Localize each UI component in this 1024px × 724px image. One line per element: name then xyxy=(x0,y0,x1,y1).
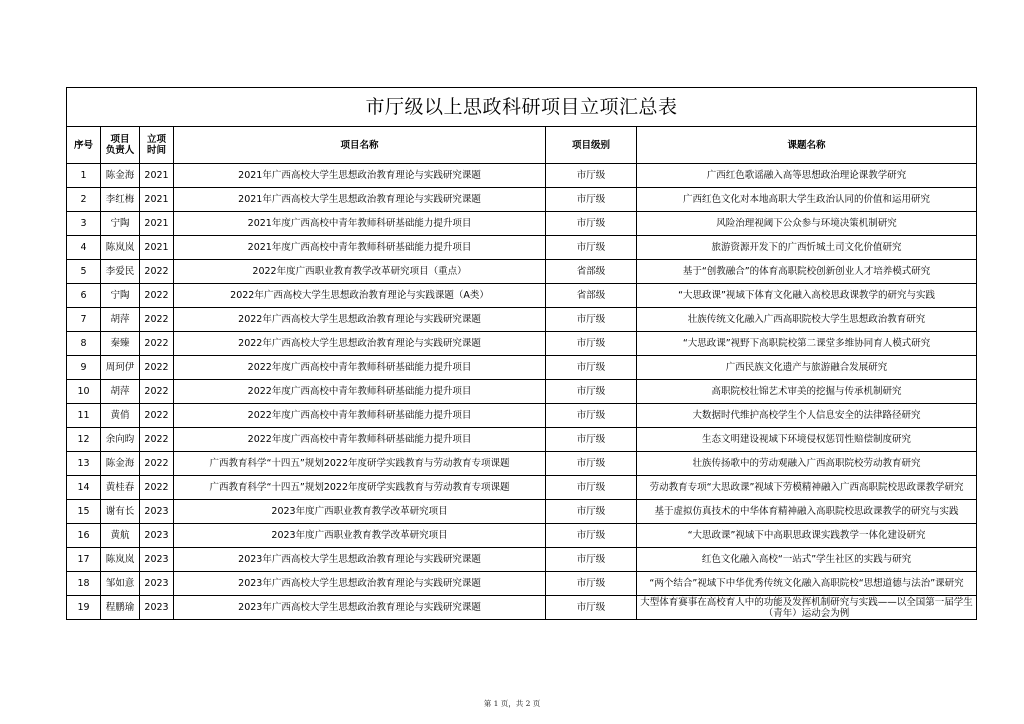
cell-index: 13 xyxy=(67,452,101,476)
cell-project-level: 市厅级 xyxy=(546,356,637,380)
cell-leader: 邹如意 xyxy=(101,572,140,596)
cell-leader: 谢有长 xyxy=(101,500,140,524)
table-row xyxy=(67,236,977,260)
cell-leader: 陈金海 xyxy=(101,164,140,188)
cell-leader: 宁陶 xyxy=(101,284,140,308)
table-title: 市厅级以上思政科研项目立项汇总表 xyxy=(67,88,977,127)
cell-project-name: 广西教育科学“十四五”规划2022年度研学实践教育与劳动教育专项课题 xyxy=(174,452,546,476)
cell-year: 2022 xyxy=(140,260,174,284)
header-index: 序号 xyxy=(67,127,101,164)
header-leader: 项目 负责人 xyxy=(101,127,140,164)
cell-year: 2023 xyxy=(140,548,174,572)
cell-project-level: 市厅级 xyxy=(546,188,637,212)
header-topic-name: 课题名称 xyxy=(637,127,977,164)
cell-topic-name: 大数据时代维护高校学生个人信息安全的法律路径研究 xyxy=(637,404,977,428)
table-row xyxy=(67,572,977,596)
cell-year: 2023 xyxy=(140,524,174,548)
cell-leader: 周珂伊 xyxy=(101,356,140,380)
cell-year: 2023 xyxy=(140,572,174,596)
cell-index: 18 xyxy=(67,572,101,596)
cell-project-level: 市厅级 xyxy=(546,308,637,332)
cell-project-level: 市厅级 xyxy=(546,524,637,548)
cell-project-level: 市厅级 xyxy=(546,548,637,572)
cell-project-level: 市厅级 xyxy=(546,332,637,356)
cell-year: 2022 xyxy=(140,428,174,452)
cell-topic-name: 劳动教育专项“大思政课”视域下劳模精神融入广西高职院校思政课教学研究 xyxy=(637,476,977,500)
cell-topic-name: 大型体育赛事在高校育人中的功能及发挥机制研究与实践——以全国第一届学生（青年）运动会为例 xyxy=(637,596,977,620)
cell-year: 2021 xyxy=(140,212,174,236)
cell-project-name: 2023年度广西职业教育教学改革研究项目 xyxy=(174,524,546,548)
cell-project-level: 市厅级 xyxy=(546,404,637,428)
page-footer: 第 1 页，共 2 页 xyxy=(483,699,541,708)
cell-year: 2022 xyxy=(140,308,174,332)
cell-leader: 陈岚岚 xyxy=(101,236,140,260)
cell-index: 3 xyxy=(67,212,101,236)
cell-year: 2022 xyxy=(140,452,174,476)
cell-leader: 胡萍 xyxy=(101,308,140,332)
header-project-name: 项目名称 xyxy=(174,127,546,164)
cell-year: 2023 xyxy=(140,596,174,620)
cell-year: 2021 xyxy=(140,236,174,260)
cell-project-name: 2021年度广西高校中青年教师科研基础能力提升项目 xyxy=(174,212,546,236)
table-row xyxy=(67,380,977,404)
cell-project-level: 市厅级 xyxy=(546,380,637,404)
cell-project-level: 省部级 xyxy=(546,284,637,308)
table-row xyxy=(67,596,977,620)
cell-leader: 李爱民 xyxy=(101,260,140,284)
table-row xyxy=(67,476,977,500)
cell-index: 14 xyxy=(67,476,101,500)
table-row xyxy=(67,524,977,548)
cell-leader: 李红梅 xyxy=(101,188,140,212)
cell-topic-name: 基于“创教融合”的体育高职院校创新创业人才培养模式研究 xyxy=(637,260,977,284)
cell-project-level: 市厅级 xyxy=(546,212,637,236)
cell-project-name: 2021年度广西高校中青年教师科研基础能力提升项目 xyxy=(174,236,546,260)
table-row xyxy=(67,188,977,212)
cell-topic-name: 基于虚拟仿真技术的中华体育精神融入高职院校思政课教学的研究与实践 xyxy=(637,500,977,524)
table-row xyxy=(67,284,977,308)
cell-topic-name: 壮族传统文化融入广西高职院校大学生思想政治教育研究 xyxy=(637,308,977,332)
cell-project-name: 2022年度广西高校中青年教师科研基础能力提升项目 xyxy=(174,356,546,380)
cell-topic-name: 风险治理视阈下公众参与环境决策机制研究 xyxy=(637,212,977,236)
cell-index: 9 xyxy=(67,356,101,380)
cell-leader: 程鹏瑜 xyxy=(101,596,140,620)
cell-project-level: 市厅级 xyxy=(546,596,637,620)
cell-topic-name: 高职院校壮锦艺术审美的挖掘与传承机制研究 xyxy=(637,380,977,404)
cell-index: 16 xyxy=(67,524,101,548)
cell-year: 2021 xyxy=(140,188,174,212)
cell-project-level: 市厅级 xyxy=(546,452,637,476)
cell-project-name: 2022年广西高校大学生思想政治教育理论与实践研究课题 xyxy=(174,308,546,332)
cell-index: 10 xyxy=(67,380,101,404)
cell-topic-name: 生态文明建设视域下环境侵权惩罚性赔偿制度研究 xyxy=(637,428,977,452)
cell-index: 5 xyxy=(67,260,101,284)
cell-index: 7 xyxy=(67,308,101,332)
cell-leader: 胡萍 xyxy=(101,380,140,404)
cell-project-name: 2023年广西高校大学生思想政治教育理论与实践研究课题 xyxy=(174,572,546,596)
cell-project-name: 广西教育科学“十四五”规划2022年度研学实践教育与劳动教育专项课题 xyxy=(174,476,546,500)
table-row xyxy=(67,308,977,332)
header-project-level: 项目级别 xyxy=(546,127,637,164)
table-row xyxy=(67,260,977,284)
cell-index: 8 xyxy=(67,332,101,356)
cell-leader: 宁陶 xyxy=(101,212,140,236)
table-row xyxy=(67,500,977,524)
header-row xyxy=(67,127,977,164)
cell-index: 15 xyxy=(67,500,101,524)
cell-project-name: 2021年广西高校大学生思想政治教育理论与实践研究课题 xyxy=(174,188,546,212)
cell-year: 2022 xyxy=(140,476,174,500)
cell-index: 1 xyxy=(67,164,101,188)
cell-project-name: 2022年度广西高校中青年教师科研基础能力提升项目 xyxy=(174,404,546,428)
cell-topic-name: “大思政课”视域下体育文化融入高校思政课教学的研究与实践 xyxy=(637,284,977,308)
cell-year: 2021 xyxy=(140,164,174,188)
cell-leader: 陈岚岚 xyxy=(101,548,140,572)
cell-year: 2022 xyxy=(140,332,174,356)
cell-topic-name: 旅游资源开发下的广西忻城土司文化价值研究 xyxy=(637,236,977,260)
table-row xyxy=(67,548,977,572)
cell-leader: 陈金海 xyxy=(101,452,140,476)
summary-table-sheet xyxy=(66,87,976,620)
cell-year: 2022 xyxy=(140,356,174,380)
cell-project-name: 2023年度广西职业教育教学改革研究项目 xyxy=(174,500,546,524)
cell-project-level: 市厅级 xyxy=(546,428,637,452)
cell-topic-name: 广西红色文化对本地高职大学生政治认同的价值和运用研究 xyxy=(637,188,977,212)
cell-project-name: 2022年广西高校大学生思想政治教育理论与实践研究课题 xyxy=(174,332,546,356)
cell-topic-name: 壮族传扬歌中的劳动观融入广西高职院校劳动教育研究 xyxy=(637,452,977,476)
cell-topic-name: 广西红色歌谣融入高等思想政治理论课教学研究 xyxy=(637,164,977,188)
cell-year: 2023 xyxy=(140,500,174,524)
cell-project-name: 2023年广西高校大学生思想政治教育理论与实践研究课题 xyxy=(174,548,546,572)
table-row xyxy=(67,404,977,428)
cell-index: 12 xyxy=(67,428,101,452)
cell-index: 6 xyxy=(67,284,101,308)
cell-leader: 黄俏 xyxy=(101,404,140,428)
cell-year: 2022 xyxy=(140,380,174,404)
table-row xyxy=(67,212,977,236)
table-row xyxy=(67,356,977,380)
cell-leader: 黄航 xyxy=(101,524,140,548)
cell-topic-name: 红色文化融入高校“一站式”学生社区的实践与研究 xyxy=(637,548,977,572)
project-summary-table xyxy=(66,87,977,620)
cell-index: 2 xyxy=(67,188,101,212)
cell-leader: 秦臻 xyxy=(101,332,140,356)
cell-project-level: 市厅级 xyxy=(546,236,637,260)
cell-topic-name: “大思政课”视域下中高职思政课实践教学一体化建设研究 xyxy=(637,524,977,548)
cell-index: 19 xyxy=(67,596,101,620)
cell-project-level: 市厅级 xyxy=(546,500,637,524)
cell-index: 4 xyxy=(67,236,101,260)
cell-project-level: 省部级 xyxy=(546,260,637,284)
cell-project-name: 2021年广西高校大学生思想政治教育理论与实践研究课题 xyxy=(174,164,546,188)
cell-topic-name: “大思政课”视野下高职院校第二课堂多维协同育人模式研究 xyxy=(637,332,977,356)
cell-leader: 余向昀 xyxy=(101,428,140,452)
header-year: 立项 时间 xyxy=(140,127,174,164)
cell-project-name: 2023年广西高校大学生思想政治教育理论与实践研究课题 xyxy=(174,596,546,620)
cell-project-name: 2022年度广西高校中青年教师科研基础能力提升项目 xyxy=(174,428,546,452)
cell-topic-name: “两个结合”视域下中华优秀传统文化融入高职院校“思想道德与法治”课研究 xyxy=(637,572,977,596)
cell-project-level: 市厅级 xyxy=(546,572,637,596)
cell-index: 17 xyxy=(67,548,101,572)
cell-leader: 黄桂春 xyxy=(101,476,140,500)
cell-year: 2022 xyxy=(140,284,174,308)
cell-index: 11 xyxy=(67,404,101,428)
cell-year: 2022 xyxy=(140,404,174,428)
cell-project-name: 2022年度广西职业教育教学改革研究项目（重点） xyxy=(174,260,546,284)
table-row xyxy=(67,428,977,452)
table-row xyxy=(67,332,977,356)
cell-project-name: 2022年度广西高校中青年教师科研基础能力提升项目 xyxy=(174,380,546,404)
table-row xyxy=(67,452,977,476)
cell-topic-name: 广西民族文化遗产与旅游融合发展研究 xyxy=(637,356,977,380)
title-row xyxy=(67,88,977,127)
cell-project-level: 市厅级 xyxy=(546,476,637,500)
cell-project-level: 市厅级 xyxy=(546,164,637,188)
table-row xyxy=(67,164,977,188)
cell-project-name: 2022年广西高校大学生思想政治教育理论与实践课题（A类） xyxy=(174,284,546,308)
